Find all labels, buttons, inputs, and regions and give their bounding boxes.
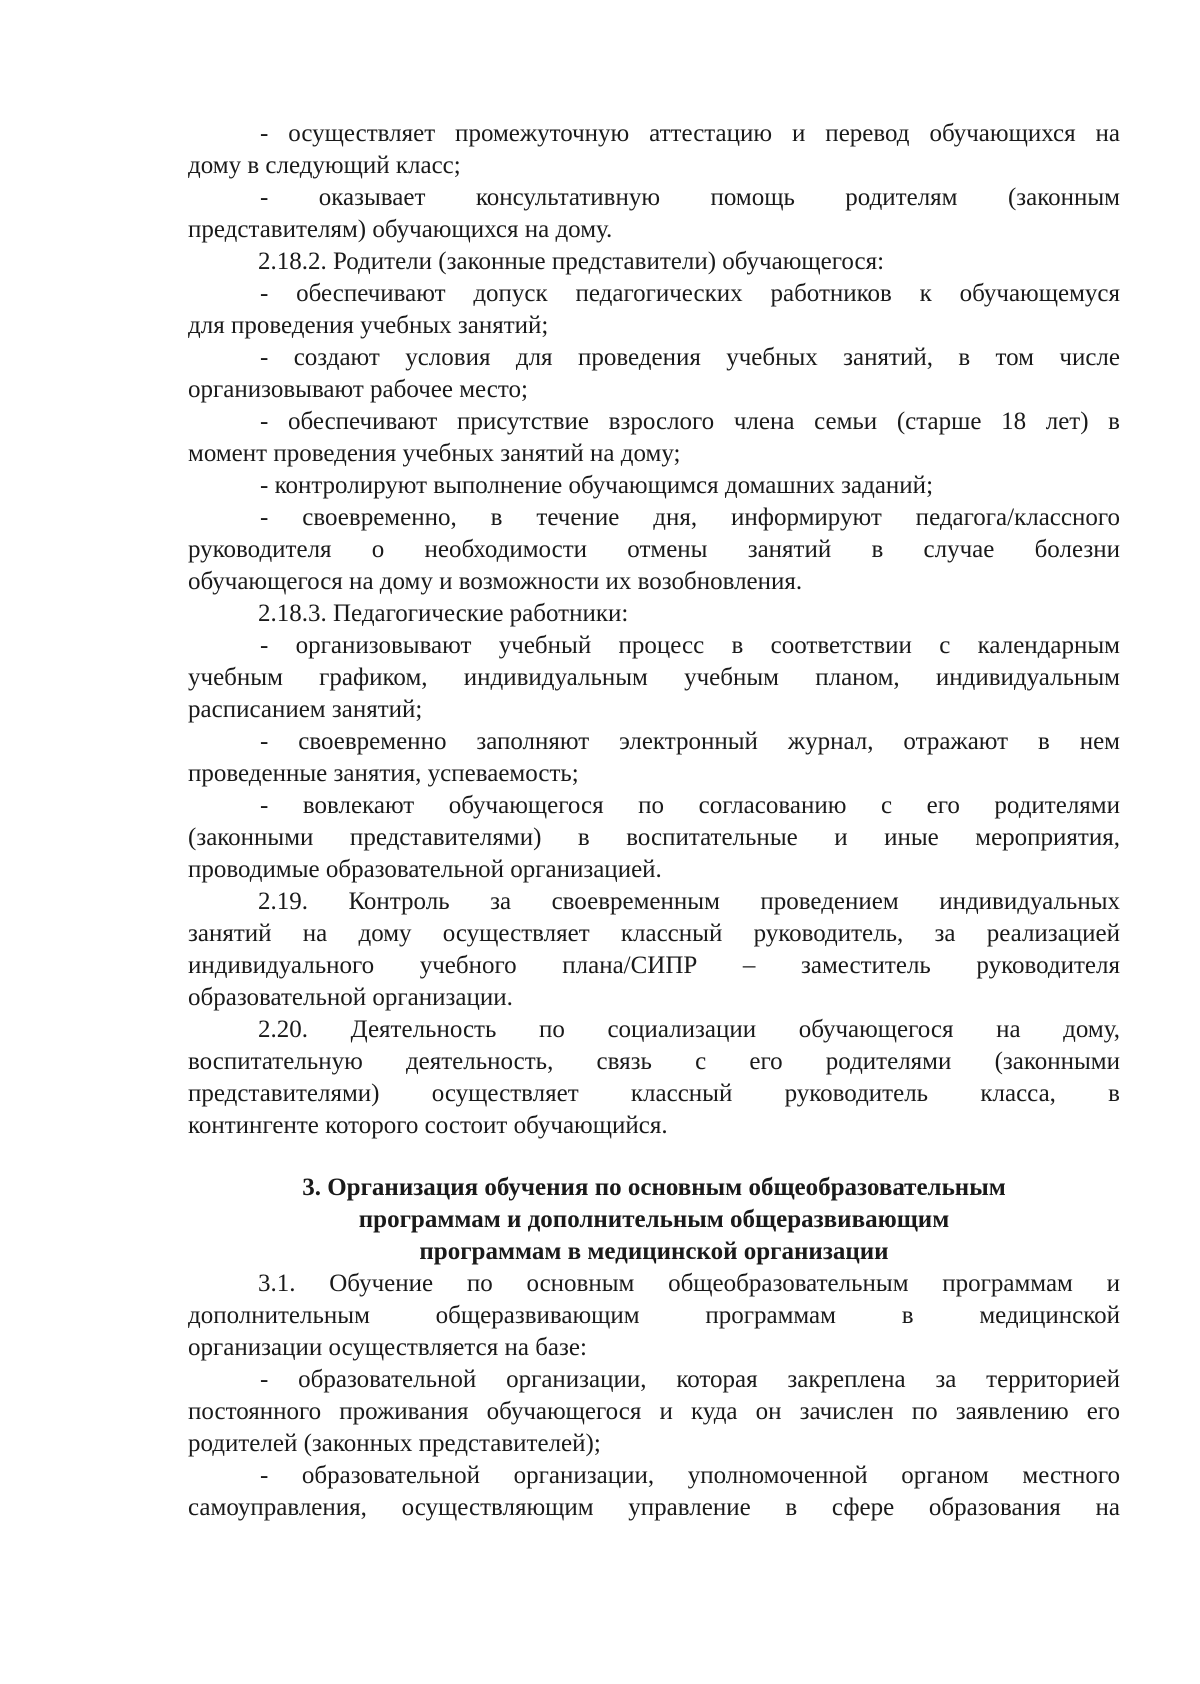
paragraph-line: 3.1. Обучение по основным общеобразовательным программам и — [258, 1270, 1120, 1297]
paragraph-line: родителей (законных представителей); — [188, 1430, 601, 1457]
paragraph-line: представителям) обучающихся на дому. — [188, 216, 613, 243]
paragraph-line: проводимые образовательной организацией. — [188, 856, 662, 883]
paragraph-line: проведенные занятия, успеваемость; — [188, 760, 579, 787]
document-page — [188, 118, 1120, 1524]
paragraph-line: (законными представителями) в воспитательные и иные мероприятия, — [188, 824, 1120, 851]
paragraph-line: - вовлекают обучающегося по согласованию с его родителями — [260, 792, 1120, 819]
paragraph-line: организовывают рабочее место; — [188, 376, 528, 403]
paragraph-line: 2.20. Деятельность по социализации обучающегося на дому, — [258, 1016, 1120, 1043]
paragraph-line: - своевременно, в течение дня, информируют педагога/классного — [260, 504, 1120, 531]
paragraph-line: - своевременно заполняют электронный журнал, отражают в нем — [260, 728, 1120, 755]
paragraph-line: представителями) осуществляет классный руководитель класса, в — [188, 1080, 1120, 1107]
paragraph-line: 2.18.3. Педагогические работники: — [258, 600, 629, 627]
paragraph-line: - образовательной организации, которая закреплена за территорией — [260, 1366, 1120, 1393]
paragraph-line: занятий на дому осуществляет классный руководитель, за реализацией — [188, 920, 1120, 947]
paragraph-line: - оказывает консультативную помощь родителям (законным — [260, 184, 1120, 211]
paragraph-line: самоуправления, осуществляющим управление в сфере образования на — [188, 1494, 1120, 1521]
paragraph-line: обучающегося на дому и возможности их возобновления. — [188, 568, 803, 595]
paragraph-line: учебным графиком, индивидуальным учебным планом, индивидуальным — [188, 664, 1120, 691]
paragraph-line: индивидуального учебного плана/СИПР – заместитель руководителя — [188, 952, 1120, 979]
paragraph-line: - организовывают учебный процесс в соответствии с календарным — [260, 632, 1120, 659]
paragraph-line: - контролируют выполнение обучающимся домашних заданий; — [260, 472, 934, 499]
paragraph-line: - обеспечивают допуск педагогических работников к обучающемуся — [260, 280, 1120, 307]
paragraph-line: руководителя о необходимости отмены занятий в случае болезни — [188, 536, 1120, 563]
paragraph-line: - создают условия для проведения учебных занятий, в том числе — [260, 344, 1120, 371]
paragraph-line: момент проведения учебных занятий на дому; — [188, 440, 681, 467]
paragraph-line: дополнительным общеразвивающим программам в медицинской — [188, 1302, 1120, 1329]
paragraph-line: расписанием занятий; — [188, 696, 423, 723]
paragraph-line: 2.19. Контроль за своевременным проведением индивидуальных — [258, 888, 1120, 915]
blank-spacer — [188, 1142, 1120, 1172]
paragraph-line: постоянного проживания обучающегося и куда он зачислен по заявлению его — [188, 1398, 1120, 1425]
section-heading-line: 3. Организация обучения по основным общеобразовательным — [302, 1174, 1006, 1201]
paragraph-line: дому в следующий класс; — [188, 152, 461, 179]
paragraph-line: - осуществляет промежуточную аттестацию и перевод обучающихся на — [260, 120, 1120, 147]
paragraph-line: организации осуществляется на базе: — [188, 1334, 587, 1361]
section-heading-line: программам и дополнительным общеразвивающим — [358, 1206, 950, 1233]
paragraph-line: - образовательной организации, уполномоченной органом местного — [260, 1462, 1120, 1489]
section-heading-line: программам в медицинской организации — [419, 1238, 889, 1265]
paragraph-line: воспитательную деятельность, связь с его родителями (законными — [188, 1048, 1120, 1075]
paragraph-line: образовательной организации. — [188, 984, 513, 1011]
paragraph-line: 2.18.2. Родители (законные представители) обучающегося: — [258, 248, 885, 275]
paragraph-line: для проведения учебных занятий; — [188, 312, 549, 339]
paragraph-line: контингенте которого состоит обучающийся. — [188, 1112, 668, 1139]
paragraph-line: - обеспечивают присутствие взрослого члена семьи (старше 18 лет) в — [260, 408, 1120, 435]
